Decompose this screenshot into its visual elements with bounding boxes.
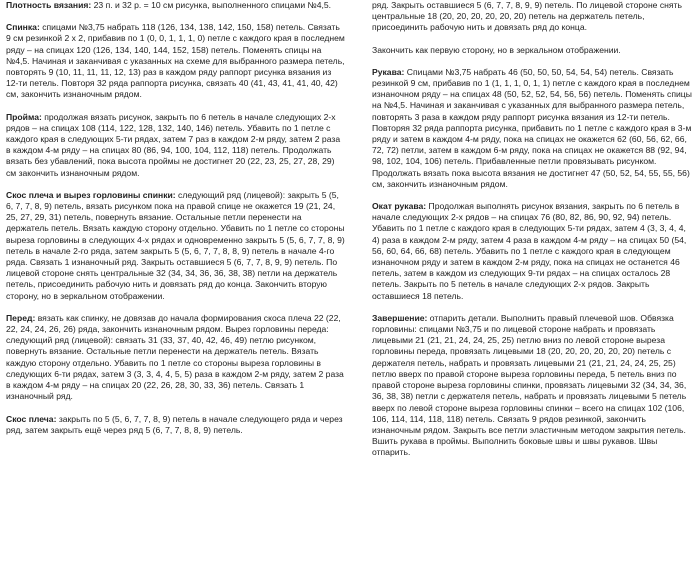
heading-finishing: Завершение:	[372, 312, 428, 323]
text-back: спицами №3,75 набрать 118 (126, 134, 138, 142, 150, 158) петель. Связать 9 см резинкой 2 х 2, прибавив по 1 (0, 0, 1, 1, 1, 0) петле с каждого края в последнем ряду – на спицах 120 (126, 134, 140, 144, 152, 158) петель. Поменять спицы на №4,5. Начиная и заканчивая с указанных на схеме для выбранного размера петель, повторять 9 (10, 11, 11, 11, 12, 13) раз в каждом ряду раппорт рисунка вязания из 12-ти петель. Повторя 32 ряда раппорта рисунка, связать 40 (41, 43, 41, 41, 40, 42) см, закончить изнаночным рядом.	[6, 22, 345, 100]
text-gauge: 23 п. и 32 р. = 10 см рисунка, выполненного спицами №4,5.	[91, 0, 332, 10]
text-sleeve-cap: Продолжая выполнять рисунок вязания, закрыть по 6 петель в начале следующих 2-х рядов – на спицах 76 (80, 82, 86, 90, 92, 94) петель. Убавить по 1 петле с каждого края в следующих 5-ти рядах, затем 4 (3, 3, 4, 4, 4) раза в каждом 2-м ряду, затем 4 раза в каждом 4-м ряду – на спицах 50 (54, 56, 60, 64, 66, 68) петель. Убавить по 1 петле с каждого края в следующем изнаночном ряду и затем в каждом 2-м ряду, пока на спицах не останется 46 петель, затем в каждом из следующих 9-ти рядах – на спицах осталось 28 петель. Закрыть по 5 петель в начале следующих 2-х рядов. Закрыть оставшиеся 18 петель.	[372, 201, 687, 301]
text-front-neck-end: ряд. Закрыть оставшиеся 5 (6, 7, 7, 8, 9, 9) петель. По лицевой стороне снять центральные 18 (20, 20, 20, 20, 20, 20) петель на держатель петель, присоединить рабочую нить и довязать ряд до конца.	[372, 0, 682, 33]
heading-sleeves: Рукава:	[372, 66, 405, 77]
text-armhole: продолжая вязать рисунок, закрыть по 6 петель в начале следующих 2-х рядов – на спицах 108 (114, 122, 128, 132, 140, 146) петель. Убавить по 1 петле с каждого края в следующих 5-ти рядах, затем 7 раз в каждом 2-м ряду, затем 2 раза в каждом 4-м ряду – на спицах 80 (86, 94, 100, 104, 112, 118) петель. Продолжать вязать без убавлений, пока высота проймы не достигнет 20 (22, 23, 25, 27, 28, 29) см закончить изнаночным рядом.	[6, 111, 341, 178]
text-finishing: отпарить детали. Выполнить правый плечевой шов. Обвязка горловины: спицами №3,75 и по лицевой стороне набрать и провязать лицевыми 21 (21, 21, 24, 24, 25, 25) петлю вниз по левой стороне выреза горловины переда, провязать лицевыми 18 (20, 20, 20, 20, 20, 20) петель с держателя петель, набрать и провязать лицевыми 21 (21, 21, 24, 24, 25, 25) петлю вверх по правой стороне выреза горловины переда, 5 петель вниз по правой стороне выреза горловины спинки, провязать лицевыми 32 (34, 34, 36, 36, 38, 38) петли с держателя петель, набрать и провязать лицевыми 5 петель вверх по левой стороне выреза горловины спинки – всего на спицах 102 (106, 106, 114, 114, 118, 118) петель. Связать 9 рядов резинкой, закончить изнаночным рядом. Закрыть все петли эластичным методом закрытия петель. Вшить рукава в проймы. Выполнить боковые швы и швы рукавов. Швы отпарить.	[372, 312, 687, 458]
left-column	[6, 0, 346, 447]
right-column	[372, 0, 694, 470]
paragraph-gauge	[6, 0, 346, 11]
paragraph-back-shoulder-neck	[6, 190, 346, 302]
heading-front: Перед:	[6, 312, 36, 323]
paragraph-back	[6, 22, 346, 100]
paragraph-front-shoulder	[6, 414, 346, 436]
heading-back-shoulder-neck: Скос плеча и вырез горловины спинки:	[6, 189, 176, 200]
text-mirror-note: Закончить как первую сторону, но в зеркальном отображении.	[372, 44, 621, 55]
heading-sleeve-cap: Окат рукава:	[372, 201, 427, 212]
text-back-shoulder-neck: следующий ряд (лицевой): закрыть 5 (5, 6, 7, 7, 8, 9) петель, вязать рисунком пока на правой спице не окажется 19 (21, 24, 25, 27, 29, 31) петель, повернуть вязание. Остальные петли перенести на держатель петель. Вязать каждую сторону отдельно. Убавить по 1 петле со стороны выреза горловины в следующих 4-х рядах и одновременно закрыть 5 (5, 6, 7, 7, 8, 9) петель в начале 2-го ряда, затем закрыть 5 (5, 6, 7, 7, 8, 8, 9) петель в начале 4-го ряда. Связать 1 изнаночный ряд. Закрыть оставшиеся 5 (6, 7, 7, 8, 9, 9) петель. По лицевой стороне снять центральные 32 (34, 34, 36, 36, 38, 38) петли на держатель петель, присоединить рабочую нить и довязать ряд до конца. Закончить вторую сторону, но в зеркальном отображении.	[6, 189, 345, 301]
paragraph-front	[6, 313, 346, 403]
text-front-shoulder: закрыть по 5 (5, 6, 7, 7, 8, 9) петель в начале следующего ряда и через ряд, затем закрыть ещё через ряд 5 (6, 7, 7, 8, 8, 9) петель.	[6, 413, 343, 435]
heading-back: Спинка:	[6, 22, 40, 33]
paragraph-sleeve-cap	[372, 201, 694, 302]
paragraph-armhole	[6, 112, 346, 179]
heading-gauge: Плотность вязания:	[6, 0, 92, 10]
heading-front-shoulder: Скос плеча:	[6, 413, 57, 424]
heading-armhole: Пройма:	[6, 111, 42, 122]
paragraph-front-neck-end	[372, 0, 694, 34]
paragraph-mirror-note	[372, 45, 694, 56]
text-front: вязать как спинку, не довязав до начала формирования скоса плеча 22 (22, 22, 24, 24, 26, 26) ряда, закончить изнаночным рядом. Вырез горловины переда: следующий ряд (лицевой): связать 31 (33, 37, 40, 42, 46, 49) петлю рисунком, повернуть вязание. Остальные петли перенести на держатель петель. Вязать каждую сторону отдельно. Убавить по 1 петле со стороны выреза горловины в следующих 6-ти рядах, затем 3 (3, 3, 4, 4, 5, 5) раза в каждом 2-м ряду, затем 2 раза в каждом 4-м ряду – на спицах 20 (22, 26, 28, 30, 33, 36) петель. Связать 1 изнаночный ряд.	[6, 312, 344, 402]
paragraph-finishing	[372, 313, 694, 459]
text-sleeves: Спицами №3,75 набрать 46 (50, 50, 50, 54, 54, 54) петель. Связать резинкой 9 см, прибавив по 1 (1, 1, 1, 0, 1, 1) петле с каждого края в последнем изнаночном ряду – на спицах 48 (50, 52, 52, 54, 56, 56) петель. Поменять спицы на №4,5. Начиная и заканчивая с указанных для выбранного размера петель, повторять 3 раза в каждом ряду раппорт рисунка вязания из 12-ти петель. Повторяя 32 ряда раппорта рисунка, прибавить по 1 петле с каждого края в 3-м ряду и затем в каждом 4-м ряду, пока на спицах не окажется 62 (60, 56, 62, 66, 72, 72) петли, затем в каждом 6-м ряду, пока на спицах не окажется 88 (92, 94, 98, 102, 104, 106) петель. Прибавленные петли провязывать рисунком. Продолжать вязать пока высота вязания не достигнет 47 (50, 52, 54, 55, 55, 56) см, закончить изнаночным рядом.	[372, 66, 692, 189]
paragraph-sleeves	[372, 67, 694, 190]
